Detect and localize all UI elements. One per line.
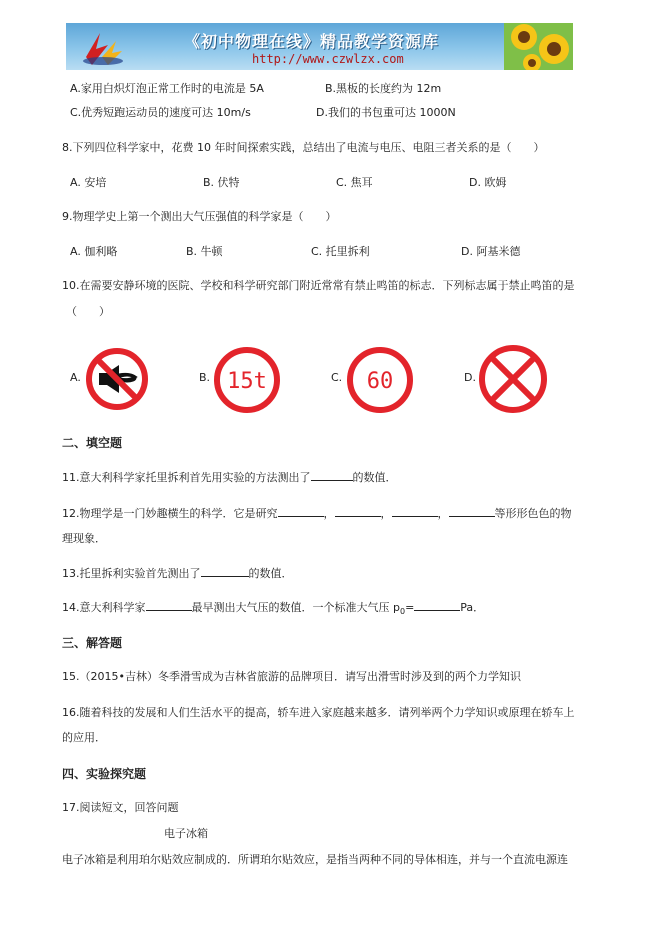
q11-pre: 11.意大利科学家托里拆利首先用实验的方法测出了 bbox=[62, 471, 311, 484]
section-3-title: 三、解答题 bbox=[62, 636, 123, 650]
no-horn-sign-icon bbox=[85, 347, 149, 411]
no-stopping-sign-icon bbox=[478, 344, 548, 414]
q14-blank-2[interactable] bbox=[414, 600, 460, 611]
q8-option-b: B. 伏特 bbox=[203, 176, 240, 189]
q14-pre: 14.意大利科学家 bbox=[62, 601, 146, 614]
weight-limit-label: 15t bbox=[227, 369, 267, 394]
speed-limit-sign-icon bbox=[346, 346, 414, 414]
q13-post: 的数值． bbox=[248, 567, 293, 580]
q16-line2: 的应用． bbox=[62, 731, 106, 744]
q13 bbox=[62, 566, 293, 581]
q8-option-a: A. 安培 bbox=[70, 176, 107, 189]
banner-url[interactable]: http://www.czwlzx.com bbox=[252, 52, 404, 66]
q9-text: 9.物理学史上第一个测出大气压强值的科学家是（ ） bbox=[62, 210, 337, 223]
q14-blank-1[interactable] bbox=[146, 600, 192, 611]
q16-line1: 16.随着科技的发展和人们生活水平的提高，轿车进入家庭越来越多．请列举两个力学知识或原理在轿车上 bbox=[62, 706, 575, 719]
q11 bbox=[62, 470, 397, 485]
q14-mid: 最早测出大气压的数值．一个标准大气压 p bbox=[191, 601, 400, 614]
q7-option-c: C.优秀短跑运动员的速度可达 10m/s bbox=[70, 106, 251, 119]
q12-line2: 理现象． bbox=[62, 532, 106, 545]
q10-option-d: D. bbox=[464, 371, 476, 384]
q7-option-b: B.黑板的长度约为 12m bbox=[325, 82, 442, 95]
q12 bbox=[62, 506, 572, 521]
q7-option-a: A.家用白炽灯泡正常工作时的电流是 5A bbox=[70, 82, 264, 95]
q12-sep-3: ， bbox=[437, 507, 449, 520]
q10-option-c: C. bbox=[331, 371, 343, 384]
q15-text: 15.（2015•吉林）冬季滑雪成为吉林省旅游的品牌项目．请写出滑雪时涉及到的两个力学知识 bbox=[62, 670, 521, 683]
section-4-title: 四、实验探究题 bbox=[62, 767, 147, 781]
q17-subtitle: 电子冰箱 bbox=[164, 827, 208, 840]
weight-limit-sign-icon bbox=[213, 346, 281, 414]
q9-option-a: A. 伽利略 bbox=[70, 245, 118, 258]
q9-option-b: B. 牛顿 bbox=[186, 245, 223, 258]
q13-blank[interactable] bbox=[201, 566, 249, 577]
q10-text-line1: 10.在需要安静环境的医院、学校和科学研究部门附近常常有禁止鸣笛的标志．下列标志属于禁止鸣笛的是 bbox=[62, 279, 575, 292]
q11-post: 的数值． bbox=[352, 471, 397, 484]
q10-option-b: B. bbox=[199, 371, 211, 384]
q14 bbox=[62, 600, 484, 619]
speed-limit-label: 60 bbox=[366, 369, 394, 394]
q13-pre: 13.托里拆利实验首先测出了 bbox=[62, 567, 201, 580]
q12-blank-3[interactable] bbox=[392, 506, 438, 517]
section-2-title: 二、填空题 bbox=[62, 436, 123, 450]
q11-blank[interactable] bbox=[311, 470, 353, 481]
q14-eq: = bbox=[405, 601, 415, 614]
q14-post: Pa． bbox=[460, 601, 485, 614]
header-banner bbox=[66, 23, 573, 70]
q10-text-line2: （ ） bbox=[66, 305, 110, 318]
q14-subscript: 0 bbox=[399, 607, 406, 617]
q8-text: 8.下列四位科学家中，花费 10 年时间探索实践，总结出了电流与电压、电阻三者关系的是（ ） bbox=[62, 141, 545, 154]
q12-blank-4[interactable] bbox=[449, 506, 495, 517]
logo-icon bbox=[78, 27, 128, 67]
q12-post: 等形形色色的物 bbox=[494, 507, 572, 520]
q12-pre: 12.物理学是一门妙趣横生的科学．它是研究 bbox=[62, 507, 278, 520]
q12-sep-2: ， bbox=[380, 507, 392, 520]
q10-option-a: A. bbox=[70, 371, 81, 384]
q12-sep-1: ， bbox=[323, 507, 335, 520]
q9-option-c: C. 托里拆利 bbox=[311, 245, 370, 258]
q12-blank-2[interactable] bbox=[335, 506, 381, 517]
q7-option-d: D.我们的书包重可达 1000N bbox=[316, 106, 456, 119]
q17-paragraph: 电子冰箱是利用珀尔贴效应制成的．所谓珀尔贴效应，是指当两种不同的导体相连，并与一个直流电源连 bbox=[62, 853, 568, 866]
q8-option-d: D. 欧姆 bbox=[469, 176, 507, 189]
q17-text: 17.阅读短文，回答问题 bbox=[62, 801, 179, 814]
q9-option-d: D. 阿基米德 bbox=[461, 245, 521, 258]
q12-blank-1[interactable] bbox=[278, 506, 324, 517]
sunflower-image bbox=[504, 23, 573, 70]
banner-title: 《初中物理在线》精品教学资源库 bbox=[184, 32, 440, 51]
q8-option-c: C. 焦耳 bbox=[336, 176, 373, 189]
